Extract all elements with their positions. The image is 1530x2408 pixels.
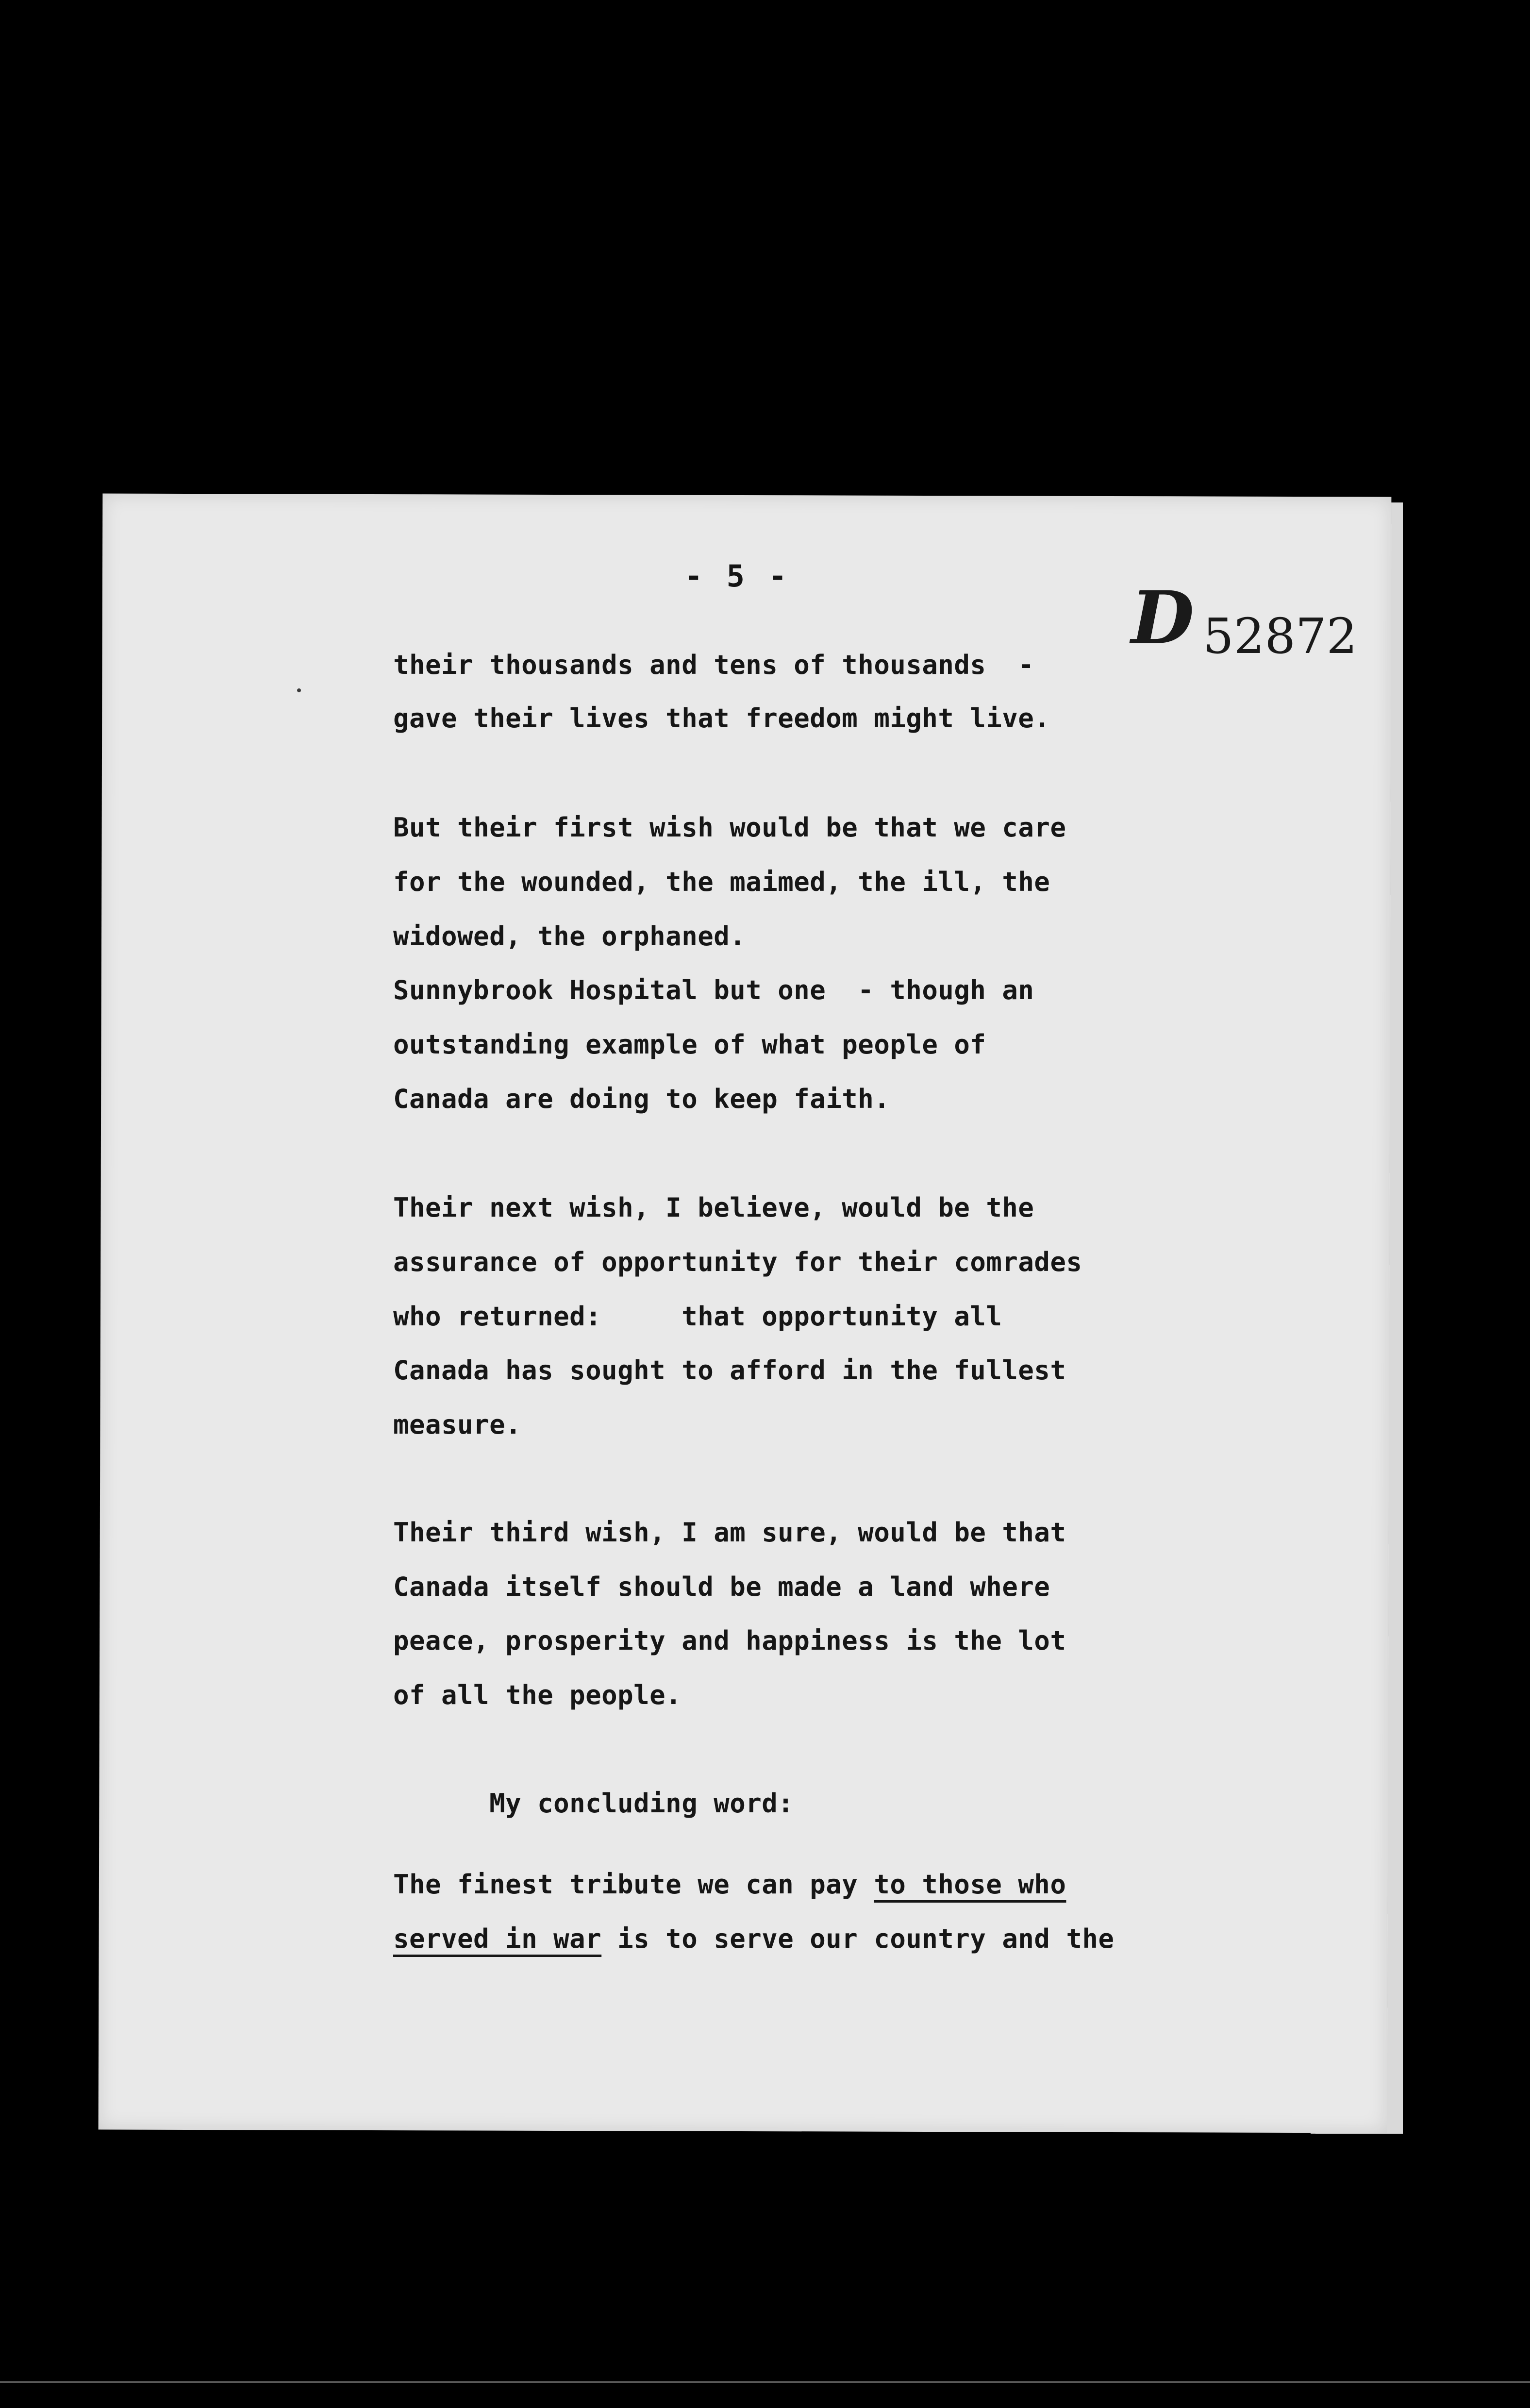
text-line: Canada has sought to afford in the fullest — [393, 1355, 1066, 1386]
text-line: Canada itself should be made a land where — [393, 1572, 1050, 1602]
document-id-stamp — [1131, 575, 1357, 665]
page-number: - 5 - — [684, 558, 790, 594]
text-line: of all the people. — [393, 1680, 682, 1710]
closing-line-2 — [393, 1923, 1114, 1954]
document-id-prefix: D — [1131, 575, 1195, 661]
paper-speck — [297, 688, 301, 692]
text-line: measure. — [393, 1409, 522, 1440]
text-line: gave their lives that freedom might live. — [393, 703, 1050, 734]
underlined-phrase: to those who — [874, 1869, 1066, 1900]
closing-text: The finest tribute we can pay — [393, 1869, 874, 1900]
document-id-number: 52872 — [1203, 608, 1358, 665]
text-line: widowed, the orphaned. — [393, 921, 746, 952]
text-line: Sunnybrook Hospital but one - though an — [393, 975, 1034, 1005]
text-line: outstanding example of what people of — [393, 1029, 986, 1060]
text-line: peace, prosperity and happiness is the lot — [393, 1625, 1066, 1656]
text-line: Canada are doing to keep faith. — [393, 1084, 890, 1114]
text-line: Their next wish, I believe, would be the — [393, 1192, 1034, 1223]
concluding-heading: My concluding word: — [393, 1788, 794, 1819]
closing-text: is to serve our country and the — [601, 1923, 1114, 1954]
closing-line-1 — [393, 1869, 1066, 1900]
scan-edge-line — [0, 2381, 1530, 2383]
text-line: who returned: that opportunity all — [393, 1301, 1002, 1332]
text-line: for the wounded, the maimed, the ill, the — [393, 867, 1050, 897]
text-line: Their third wish, I am sure, would be that — [393, 1517, 1066, 1548]
text-line: But their first wish would be that we care — [393, 812, 1066, 843]
text-line: their thousands and tens of thousands - — [393, 650, 1034, 680]
underlined-phrase: served in war — [393, 1923, 602, 1954]
text-line: assurance of opportunity for their comrades — [393, 1247, 1082, 1277]
